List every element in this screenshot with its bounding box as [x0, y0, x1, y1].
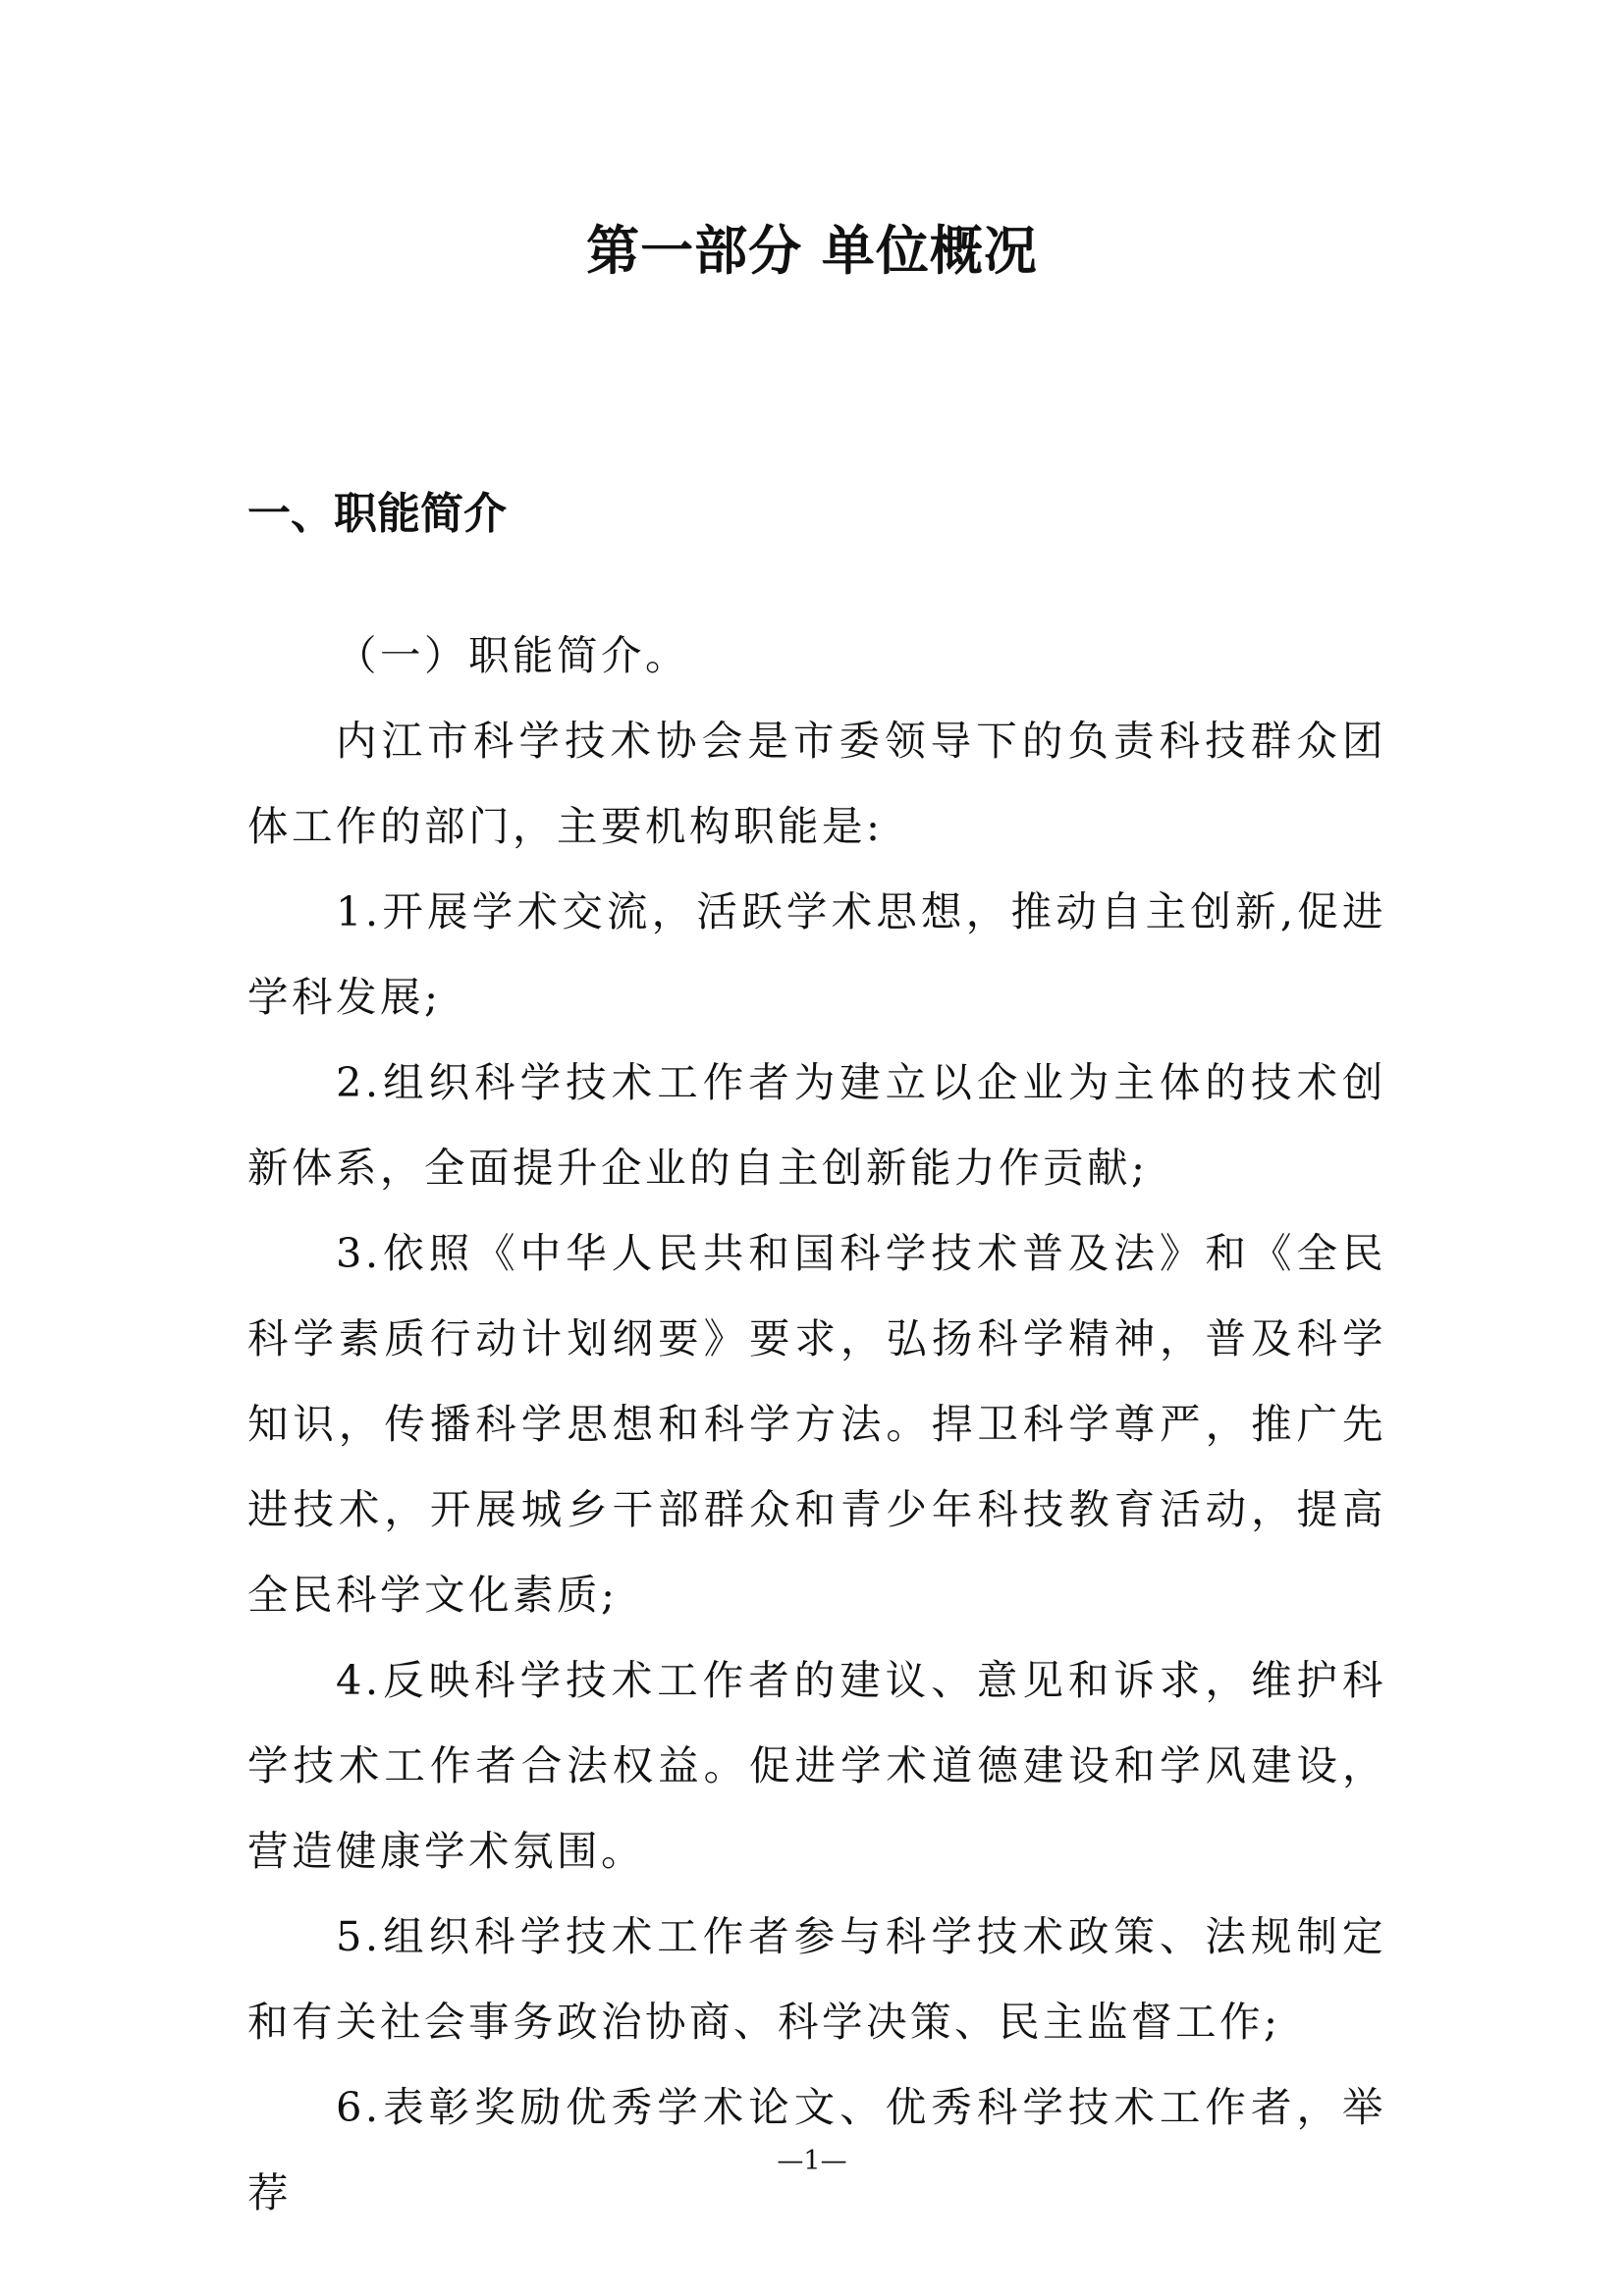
paragraph-function-3: 3.依照《中华人民共和国科学技术普及法》和《全民科学素质行动计划纲要》要求，弘扬科学精神，普及科学知识，传播科学思想和科学方法。捍卫科学尊严，推广先进技术，开展城乡干部群众和青少年科技教育活动，提高全民科学文化素质;	[247, 1229, 1386, 1619]
paragraph-function-4: 4.反映科学技术工作者的建议、意见和诉求，维护科学技术工作者合法权益。促进学术道德建设和学风建设，营造健康学术氛围。	[247, 1656, 1386, 1875]
page-title: 第一部分 单位概况	[586, 220, 1038, 282]
paragraph-function-1: 1.开展学术交流，活跃学术思想，推动自主创新,促进学科发展;	[247, 887, 1386, 1021]
page-number: —1—	[777, 2146, 847, 2176]
section-heading: 一、职能简介	[247, 489, 507, 539]
paragraph-function-6: 6.表彰奖励优秀学术论文、优秀科学技术工作者，举荐	[247, 2083, 1386, 2216]
paragraph-intro: 内江市科学技术协会是市委领导下的负责科技群众团体工作的部门，主要机构职能是:	[247, 717, 1386, 850]
body-text	[247, 613, 1386, 2235]
paragraph-function-5: 5.组织科学技术工作者参与科学技术政策、法规制定和有关社会事务政治协商、科学决策、民主监督工作;	[247, 1912, 1386, 2046]
paragraph-subheading: （一）职能简介。	[336, 631, 690, 679]
paragraph-function-2: 2.组织科学技术工作者为建立以企业为主体的技术创新体系，全面提升企业的自主创新能力作贡献;	[247, 1058, 1386, 1192]
